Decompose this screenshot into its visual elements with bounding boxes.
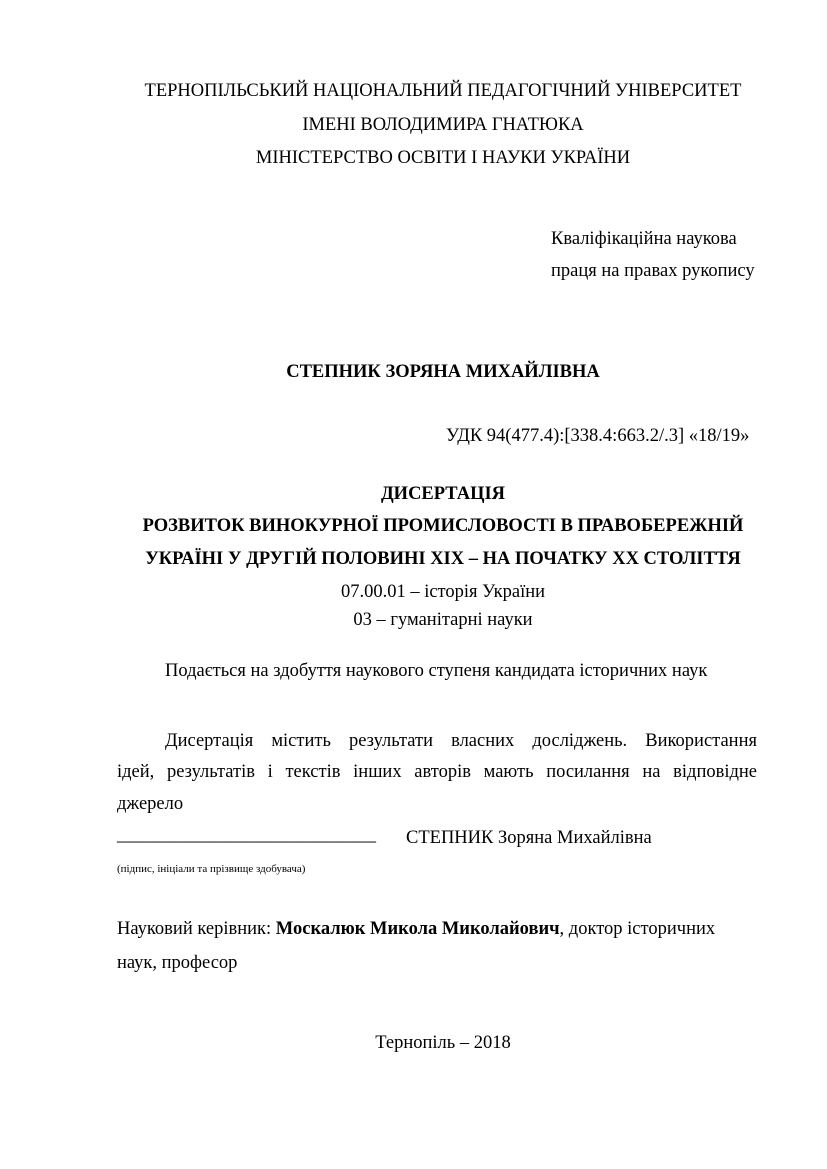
specialty-code: 07.00.01 – історія України [340, 582, 546, 602]
originality-line1: Дисертація містить результати власних досліджень. Використання [165, 731, 757, 751]
originality-line2: ідей, результатів і текстів інших авторів мають посилання на відповідне [117, 762, 757, 782]
manuscript-note-line2: праця на правах рукопису [551, 261, 755, 281]
dissertation-label: ДИСЕРТАЦІЯ [380, 484, 506, 504]
manuscript-note-line1: Кваліфікаційна наукова [551, 229, 737, 249]
degree-statement: Подається на здобуття наукового ступеня кандидата історичних наук [165, 661, 708, 681]
signature-line: ____________________________ [117, 825, 376, 845]
supervisor-name: Москалюк Микола Миколайович [275, 919, 560, 939]
dissertation-title-line2: УКРАЇНІ У ДРУГІЙ ПОЛОВИНІ ХІХ – НА ПОЧАТКУ ХХ СТОЛІТТЯ [145, 549, 741, 569]
signature-caption: (підпис, ініціали та прізвище здобувача) [117, 863, 306, 875]
author-name: СТЕПНИК ЗОРЯНА МИХАЙЛІВНА [286, 362, 600, 382]
university-name-line2: ІМЕНІ ВОЛОДИМИРА ГНАТЮКА [302, 115, 584, 135]
supervisor-line2: наук, професор [117, 953, 238, 973]
signature-name: СТЕПНИК Зоряна Михайлівна [406, 828, 652, 848]
supervisor-prefix: Науковий керівник: [117, 919, 276, 939]
city-year: Тернопіль – 2018 [375, 1033, 511, 1053]
supervisor-line1 [117, 920, 715, 939]
science-field: 03 – гуманітарні науки [353, 610, 533, 630]
udc-code: УДК 94(477.4):[338.4:663.2/.3] «18/19» [446, 426, 750, 446]
originality-line3: джерело [117, 794, 184, 814]
ministry-name: МІНІСТЕРСТВО ОСВІТИ І НАУКИ УКРАЇНИ [255, 148, 631, 168]
university-name: ТЕРНОПІЛЬСЬКИЙ НАЦІОНАЛЬНИЙ ПЕДАГОГІЧНИЙ УНІВЕРСИТЕТ [144, 81, 742, 101]
dissertation-title-line1: РОЗВИТОК ВИНОКУРНОЇ ПРОМИСЛОВОСТІ В ПРАВОБЕРЕЖНІЙ [142, 516, 744, 536]
supervisor-degree: , доктор історичних [559, 919, 716, 939]
